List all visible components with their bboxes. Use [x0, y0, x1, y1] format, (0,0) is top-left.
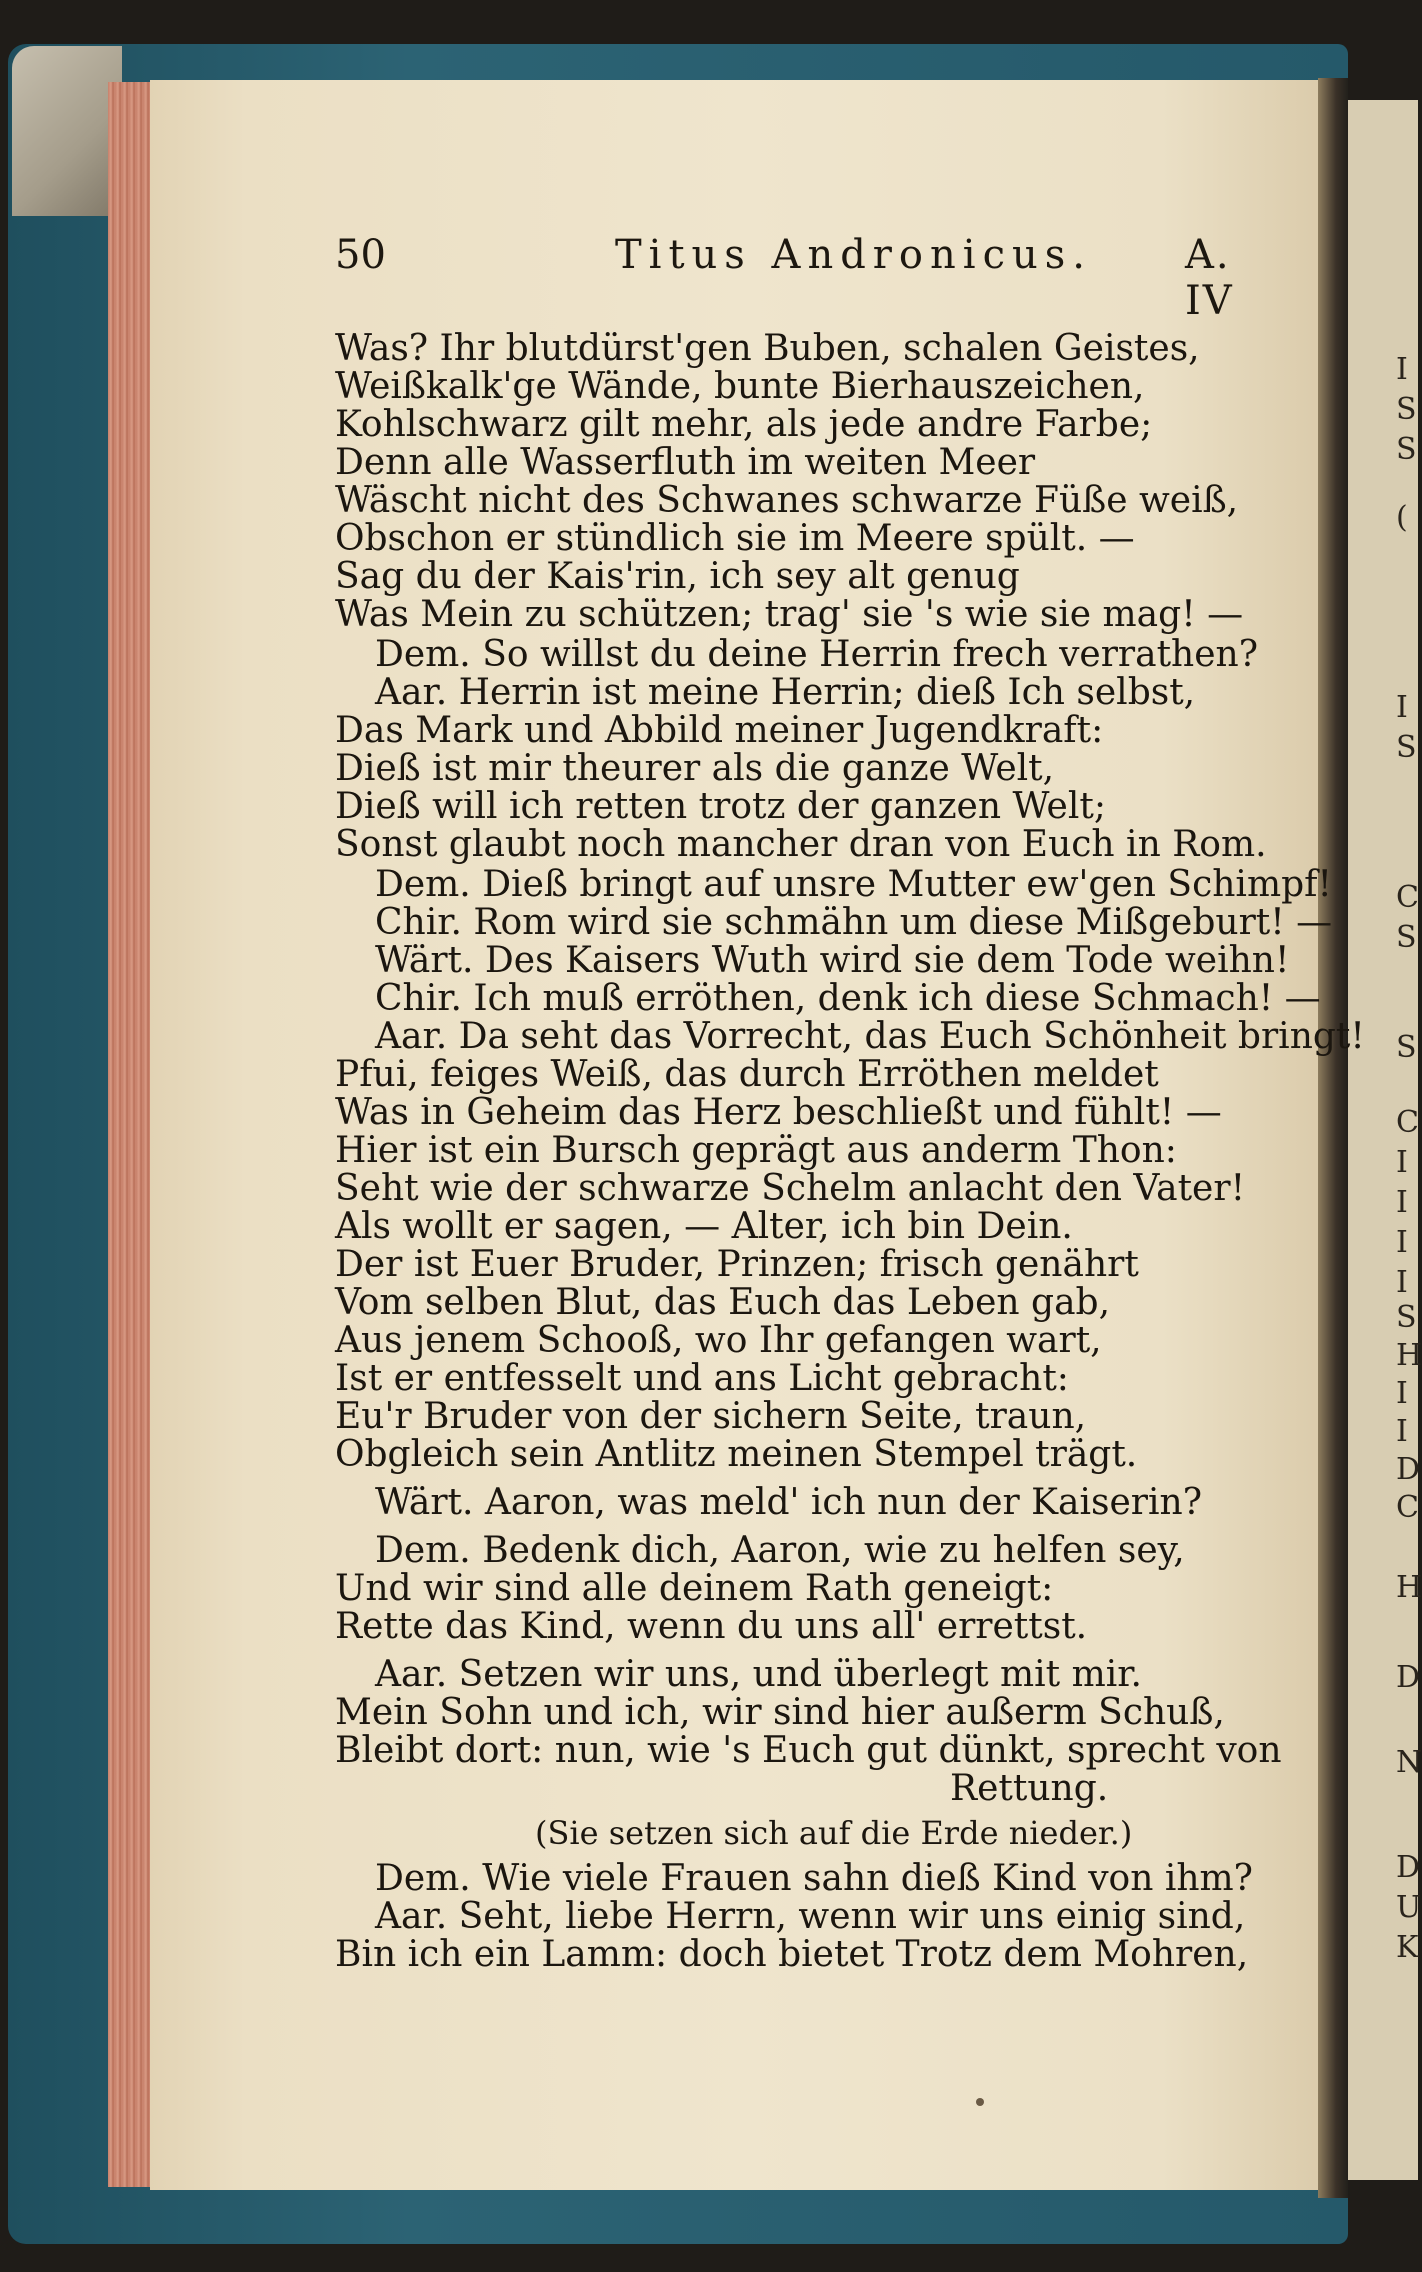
text-line: Als wollt er sagen, — Alter, ich bin Dein. [335, 1206, 1073, 1247]
text-line: Ist er entfesselt und ans Licht gebracht: [335, 1358, 1069, 1399]
speaker-line: Dem. Bedenk dich, Aaron, wie zu helfen sey, [375, 1530, 1185, 1571]
running-header [335, 232, 1285, 324]
fragment: I [1396, 1376, 1408, 1411]
speaker-line: Dem. Wie viele Frauen sahn dieß Kind von ihm? [375, 1858, 1253, 1899]
fragment: C [1396, 1105, 1419, 1140]
fragment: I [1396, 1225, 1408, 1260]
text-line: Sag du der Kais'rin, ich sey alt genug [335, 556, 1020, 597]
page-edges [108, 82, 156, 2187]
page-mark [976, 2098, 984, 2106]
text-line: Hier ist ein Bursch geprägt aus anderm Thon: [335, 1130, 1177, 1171]
text-line: Denn alle Wasserfluth im weiten Meer [335, 442, 1036, 483]
speaker-line: Wärt. Des Kaisers Wuth wird sie dem Tode weihn! [375, 940, 1290, 981]
book-gutter [1318, 78, 1348, 2198]
fragment: S [1396, 1300, 1417, 1335]
text-line: Was Mein zu schützen; trag' sie 's wie sie mag! — [335, 594, 1244, 635]
text-line: Wäscht nicht des Schwanes schwarze Füße weiß, [335, 480, 1239, 521]
fragment: D [1396, 1452, 1421, 1487]
fragment: C [1396, 880, 1419, 915]
act-label: A. IV [1185, 232, 1234, 324]
text-line: Weißkalk'ge Wände, bunte Bierhauszeichen, [335, 366, 1145, 407]
text-line-continuation: Rettung. [950, 1768, 1109, 1809]
fragment: S [1396, 432, 1417, 467]
text-line: Obgleich sein Antlitz meinen Stempel trägt. [335, 1434, 1138, 1475]
fragment: I [1396, 1265, 1408, 1300]
running-title: Titus Andronicus. [615, 232, 1092, 278]
speaker-line: Chir. Ich muß erröthen, denk ich diese Schmach! — [375, 978, 1321, 1019]
text-line: Bleibt dort: nun, wie 's Euch gut dünkt, sprecht von [335, 1730, 1282, 1771]
text-line: Der ist Euer Bruder, Prinzen; frisch genährt [335, 1244, 1139, 1285]
text-line: Eu'r Bruder von der sichern Seite, traun, [335, 1396, 1087, 1437]
speaker-line: Aar. Setzen wir uns, und überlegt mit mir. [375, 1654, 1142, 1695]
fragment: I [1396, 690, 1408, 725]
fragment: I [1396, 1414, 1408, 1449]
text-line: Was in Geheim das Herz beschließt und fühlt! — [335, 1092, 1222, 1133]
fragment: U [1396, 1890, 1422, 1925]
fragment: N [1396, 1745, 1422, 1780]
worn-cover-corner [12, 46, 122, 216]
text-line: Das Mark und Abbild meiner Jugendkraft: [335, 710, 1104, 751]
text-line: Sonst glaubt noch mancher dran von Euch in Rom. [335, 824, 1267, 865]
text-line: Bin ich ein Lamm: doch bietet Trotz dem Mohren, [335, 1934, 1249, 1975]
text-line: Dieß ist mir theurer als die ganze Welt, [335, 748, 1055, 789]
fragment: ( [1396, 500, 1408, 535]
speaker-line: Aar. Da seht das Vorrecht, das Euch Schönheit bringt! [375, 1016, 1365, 1057]
fragment: I [1396, 1185, 1408, 1220]
text-line: Seht wie der schwarze Schelm anlacht den Vater! [335, 1168, 1246, 1209]
fragment: D [1396, 1660, 1421, 1695]
page-number: 50 [335, 232, 386, 278]
fragment: C [1396, 1490, 1419, 1525]
fragment: H [1396, 1570, 1422, 1605]
text-line: Mein Sohn und ich, wir sind hier außerm Schuß, [335, 1692, 1225, 1733]
stage-direction: (Sie setzen sich auf die Erde nieder.) [535, 1814, 1133, 1852]
fragment: S [1396, 392, 1417, 427]
fragment: S [1396, 730, 1417, 765]
text-line: Was? Ihr blutdürst'gen Buben, schalen Geistes, [335, 328, 1200, 369]
text-line: Pfui, feiges Weiß, das durch Erröthen meldet [335, 1054, 1159, 1095]
fragment: I [1396, 1145, 1408, 1180]
text-line: Obschon er stündlich sie im Meere spült. — [335, 518, 1135, 559]
speaker-line: Dem. Dieß bringt auf unsre Mutter ew'gen Schimpf! [375, 864, 1332, 905]
text-line: Vom selben Blut, das Euch das Leben gab, [335, 1282, 1111, 1323]
speaker-line: Aar. Herrin ist meine Herrin; dieß Ich selbst, [375, 672, 1196, 713]
fragment: H [1396, 1338, 1422, 1373]
text-line: Und wir sind alle deinem Rath geneigt: [335, 1568, 1054, 1609]
fragment: I [1396, 352, 1408, 387]
text-line: Kohlschwarz gilt mehr, als jede andre Farbe; [335, 404, 1153, 445]
fragment: K [1396, 1930, 1419, 1965]
speaker-line: Aar. Seht, liebe Herrn, wenn wir uns einig sind, [375, 1896, 1246, 1937]
text-line: Aus jenem Schooß, wo Ihr gefangen wart, [335, 1320, 1102, 1361]
fragment: S [1396, 920, 1417, 955]
speaker-line: Chir. Rom wird sie schmähn um diese Mißgeburt! — [375, 902, 1333, 943]
fragment: S [1396, 1030, 1417, 1065]
speaker-line: Dem. So willst du deine Herrin frech verrathen? [375, 634, 1259, 675]
text-line: Rette das Kind, wenn du uns all' errettst. [335, 1606, 1088, 1647]
text-line: Dieß will ich retten trotz der ganzen Welt; [335, 786, 1106, 827]
speaker-line: Wärt. Aaron, was meld' ich nun der Kaiserin? [375, 1482, 1203, 1523]
fragment: D [1396, 1850, 1421, 1885]
